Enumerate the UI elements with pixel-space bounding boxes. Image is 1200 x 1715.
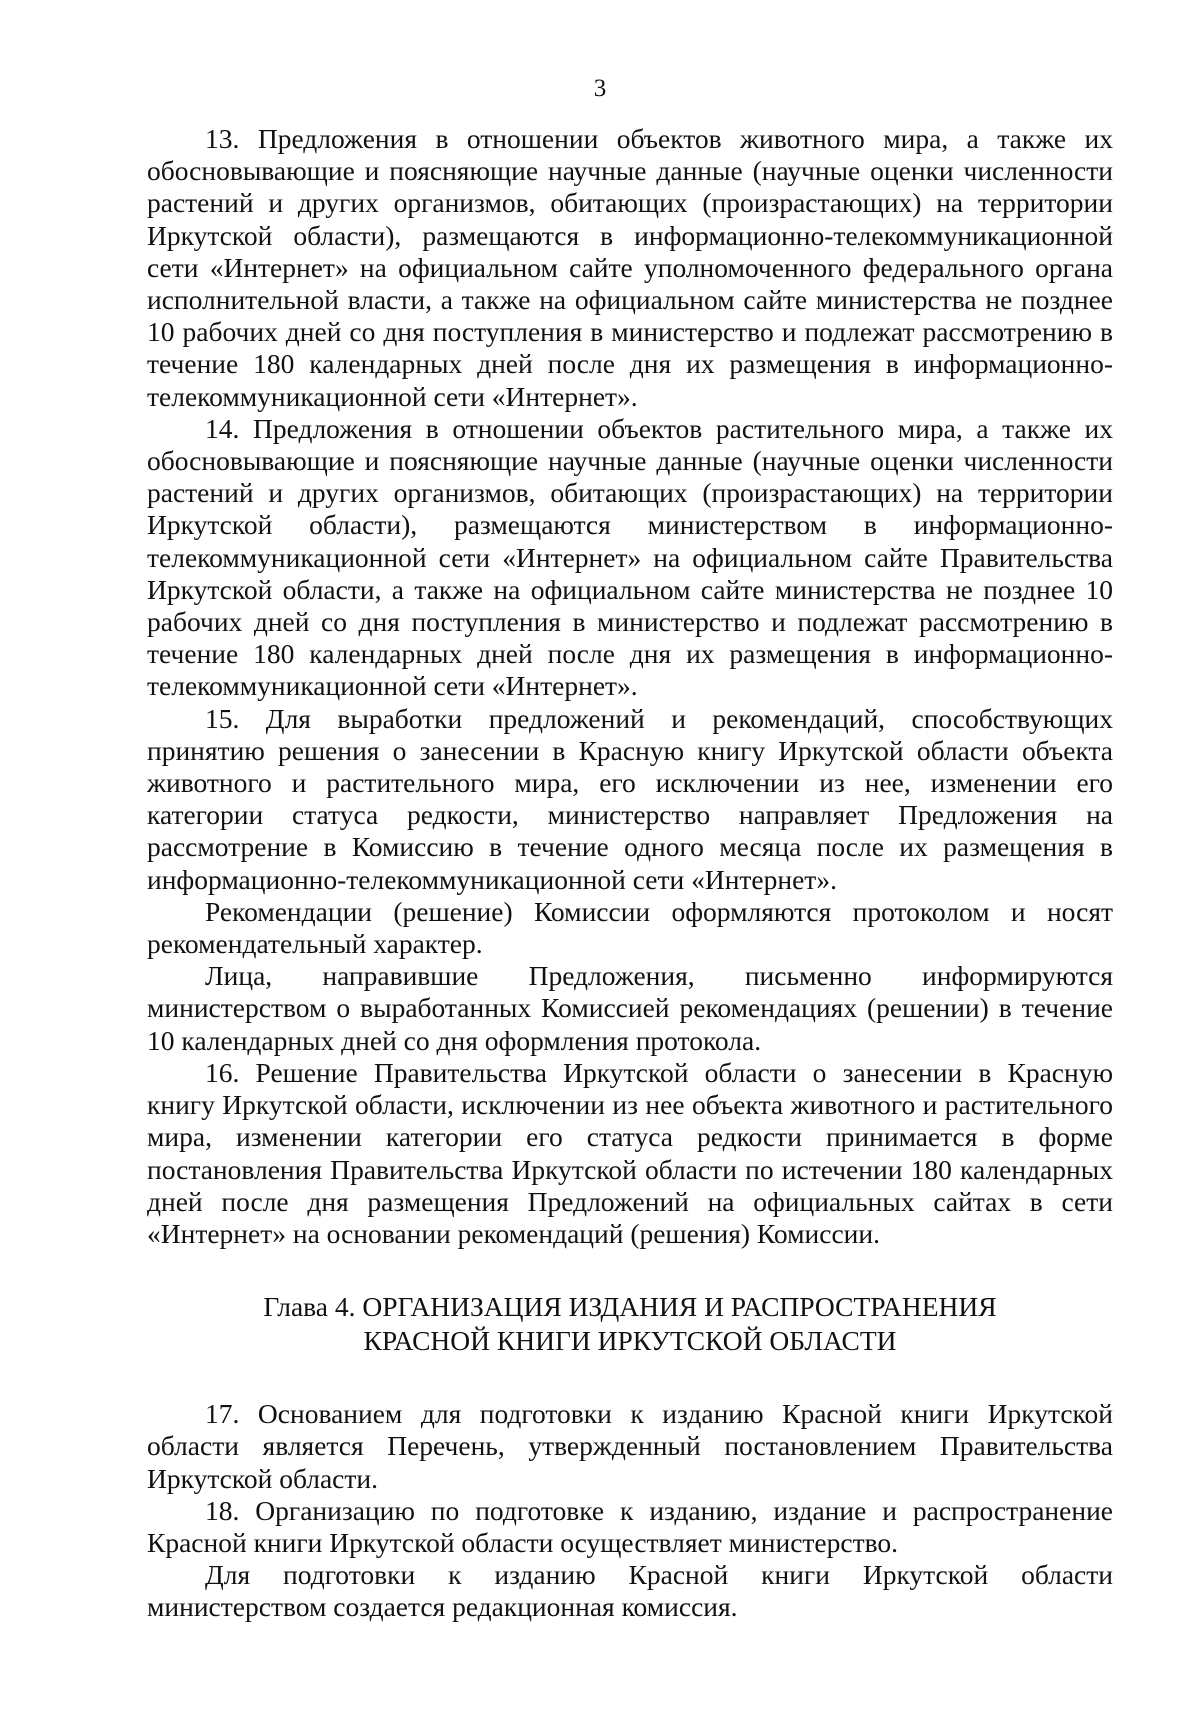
- chapter-heading-line-1: Глава 4. ОРГАНИЗАЦИЯ ИЗДАНИЯ И РАСПРОСТРАНЕНИЯ: [263, 1291, 997, 1323]
- paragraph-16: 16. Решение Правительства Иркутской области о занесении в Красную книгу Иркутской области, исключении из нее объекта животного и растительного мира, изменении категории его статуса редкости принимается в форме постановления Правительства Иркутской области по истечении 180 календарных дней после дня размещения Предложений на официальных сайтах в сети «Интернет» на основании рекомендаций (решения) Комиссии.: [147, 1056, 1113, 1249]
- paragraph-15-recommendations: Рекомендации (решение) Комиссии оформляются протоколом и носят рекомендательный характер.: [147, 895, 1113, 960]
- chapter-heading-line-2: КРАСНОЙ КНИГИ ИРКУТСКОЙ ОБЛАСТИ: [363, 1325, 897, 1357]
- paragraph-17: 17. Основанием для подготовки к изданию Красной книги Иркутской области является Перечень, утвержденный постановлением Правительства Иркутской области.: [147, 1398, 1113, 1494]
- paragraph-13: 13. Предложения в отношении объектов животного мира, а также их обосновывающие и поясняющие научные данные (научные оценки численности растений и других организмов, обитающих (произрастающих) на территории Иркутской области), размещаются в информационно-телекоммуникационной сети «Интернет» на официальном сайте уполномоченного федерального органа исполнительной власти, а также на официальном сайте министерства не позднее 10 рабочих дней со дня поступления в министерство и подлежат рассмотрению в течение 180 календарных дней после дня их размещения в информационно-телекоммуникационной сети «Интернет».: [147, 123, 1113, 412]
- paragraph-18: 18. Организацию по подготовке к изданию, издание и распространение Красной книги Иркутской области осуществляет министерство.: [147, 1494, 1113, 1558]
- paragraph-14: 14. Предложения в отношении объектов растительного мира, а также их обосновывающие и поясняющие научные данные (научные оценки численности растений и других организмов, обитающих (произрастающих) на территории Иркутской области), размещаются министерством в информационно-телекоммуникационной сети «Интернет» на официальном сайте Правительства Иркутской области, а также на официальном сайте министерства не позднее 10 рабочих дней со дня поступления в министерство и подлежат рассмотрению в течение 180 календарных дней после дня их размещения в информационно-телекоммуникационной сети «Интернет».: [147, 412, 1113, 702]
- paragraph-15: 15. Для выработки предложений и рекомендаций, способствующих принятию решения о занесении в Красную книгу Иркутской области объекта животного и растительного мира, его исключении из нее, изменении его категории статуса редкости, министерство направляет Предложения на рассмотрение в Комиссию в течение одного месяца после их размещения в информационно-телекоммуникационной сети «Интернет».: [147, 702, 1113, 895]
- page-number: 3: [593, 75, 607, 102]
- document-body: [147, 123, 1113, 1624]
- paragraph-18-editorial-commission: Для подготовки к изданию Красной книги Иркутской области министерством создается редакционная комиссия.: [147, 1559, 1113, 1623]
- chapter-heading: [147, 1290, 1113, 1358]
- paragraph-15-notification: Лица, направившие Предложения, письменно информируются министерством о выработанных Комиссией рекомендациях (решении) в течение 10 календарных дней со дня оформления протокола.: [147, 960, 1113, 1056]
